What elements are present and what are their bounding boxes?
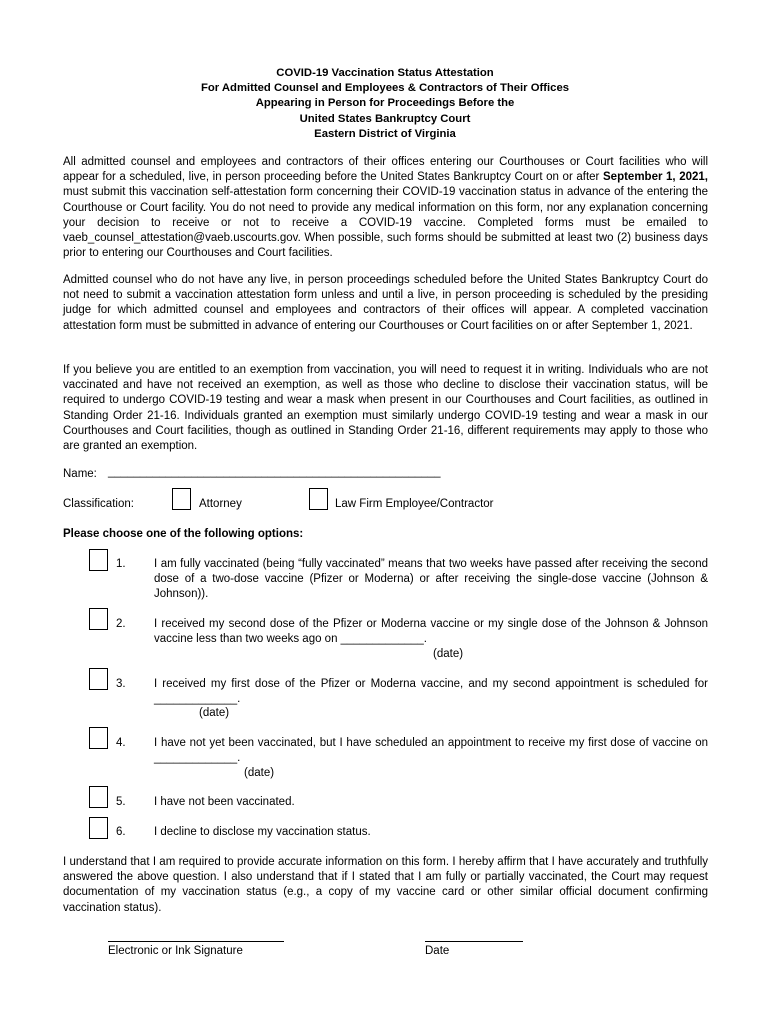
- title-line-2: For Admitted Counsel and Employees & Contractors of Their Offices: [200, 82, 570, 95]
- option-4-checkbox[interactable]: [89, 727, 108, 749]
- option-3-checkbox[interactable]: [89, 668, 108, 690]
- option-1-number: 1.: [116, 558, 126, 570]
- option-4-number: 4.: [116, 737, 126, 749]
- option-3-text: I received my first dose of the Pfizer or Moderna vaccine, and my second appointment is scheduled for _____________.: [154, 678, 708, 706]
- title-line-3: Appearing in Person for Proceedings Before the: [255, 97, 515, 110]
- options-heading: Please choose one of the following options:: [63, 528, 304, 540]
- option-2-number: 2.: [116, 618, 126, 630]
- affirmation-paragraph: I understand that I am required to provide accurate information on this form. I hereby affirm that I have accurately and truthfully answered the above question. I also understand that if I stated that I am fully or partially vaccinated, the Court may request documentation of my vaccination status (e.g., a copy of my vaccine card or other similar official document confirming vaccination status).: [63, 856, 708, 914]
- option-6-number: 6.: [116, 826, 126, 838]
- option-2-checkbox[interactable]: [89, 608, 108, 630]
- signature-label: Electronic or Ink Signature: [108, 945, 243, 957]
- law-firm-employee-label: Law Firm Employee/Contractor: [335, 498, 494, 510]
- option-2-date-label: (date): [433, 648, 464, 660]
- option-5-text: I have not been vaccinated.: [154, 796, 295, 808]
- attorney-label: Attorney: [199, 498, 242, 510]
- option-4-date-label: (date): [244, 767, 275, 779]
- intro-paragraph-2: Admitted counsel who do not have any live, in person proceedings scheduled before the United States Bankruptcy Court do not need to submit a vaccination attestation form unless and until a live, in person proceeding is scheduled by the presiding judge for which admitted counsel and employees and contractors of their offices will appear. A completed vaccination attestation form must be submitted in advance of entering our Courthouses or Court facilities on or after September 1, 2021.: [63, 274, 708, 332]
- deadline-date: September 1, 2021,: [603, 171, 709, 184]
- option-6-text: I decline to disclose my vaccination status.: [154, 826, 371, 838]
- intro-paragraph-1: [63, 155, 708, 261]
- signature-date-input-line[interactable]: [425, 941, 523, 942]
- option-5-number: 5.: [116, 796, 126, 808]
- law-firm-employee-checkbox[interactable]: [309, 488, 328, 510]
- intro-p1-start: All admitted counsel and employees and contractors of their offices entering our Courthouses or Court facilities who will appear for a scheduled, live, in person proceeding before the United States Bankruptcy Court on or after: [63, 156, 708, 184]
- name-label: Name:: [63, 468, 97, 480]
- option-1-checkbox[interactable]: [89, 549, 108, 571]
- option-5-checkbox[interactable]: [89, 786, 108, 808]
- option-3-number: 3.: [116, 678, 126, 690]
- form-title: [0, 66, 770, 142]
- name-input-line[interactable]: ____________________________________________________: [108, 466, 441, 478]
- option-2-text: I received my second dose of the Pfizer or Moderna vaccine or my single dose of the Johnson & Johnson vaccine less than two weeks ago on _____________.: [154, 618, 708, 646]
- intro-p1-end: must submit this vaccination self-attestation form concerning their COVID-19 vaccination status in advance of the entering the Courthouse or Court facility. You do not need to provide any medical information on this form, nor any explanation concerning your decision to receive or not to receive a COVID-19 vaccine. Completed forms must be emailed to vaeb_counsel_attestation@vaeb.uscourts.gov. When possible, such forms should be submitted at least two (2) business days prior to entering our Courthouses and Court facilities.: [63, 186, 708, 260]
- option-1-text: I am fully vaccinated (being “fully vaccinated” means that two weeks have passed after receiving the second dose of a two-dose vaccine (Pfizer or Moderna) or after receiving the single-dose vaccine (Johnson & Johnson)).: [154, 558, 708, 601]
- classification-label: Classification:: [63, 498, 134, 510]
- option-6-checkbox[interactable]: [89, 817, 108, 839]
- option-3-date-label: (date): [199, 707, 230, 719]
- signature-input-line[interactable]: [108, 941, 284, 942]
- intro-paragraph-3: If you believe you are entitled to an exemption from vaccination, you will need to request it in writing. Individuals who are not vaccinated and have not received an exemption, as well as those who decline to disclose their vaccination status, will be required to undergo COVID-19 testing and wear a mask when present in our Courthouses and Court facilities, as outlined in Standing Order 21-16. Individuals granted an exemption must similarly undergo COVID-19 testing and wear a mask in our Courthouses and Court facilities, though as outlined in Standing Order 21-16, different requirements may apply to those who are granted an exemption.: [63, 364, 708, 453]
- title-line-1: COVID-19 Vaccination Status Attestation: [276, 67, 494, 79]
- option-4-text: I have not yet been vaccinated, but I have scheduled an appointment to receive my first dose of vaccine on _____________.: [154, 737, 708, 765]
- attorney-checkbox[interactable]: [172, 488, 191, 510]
- title-line-5: Eastern District of Virginia: [314, 127, 456, 140]
- signature-date-label: Date: [425, 945, 450, 957]
- title-line-4: United States Bankruptcy Court: [299, 112, 471, 125]
